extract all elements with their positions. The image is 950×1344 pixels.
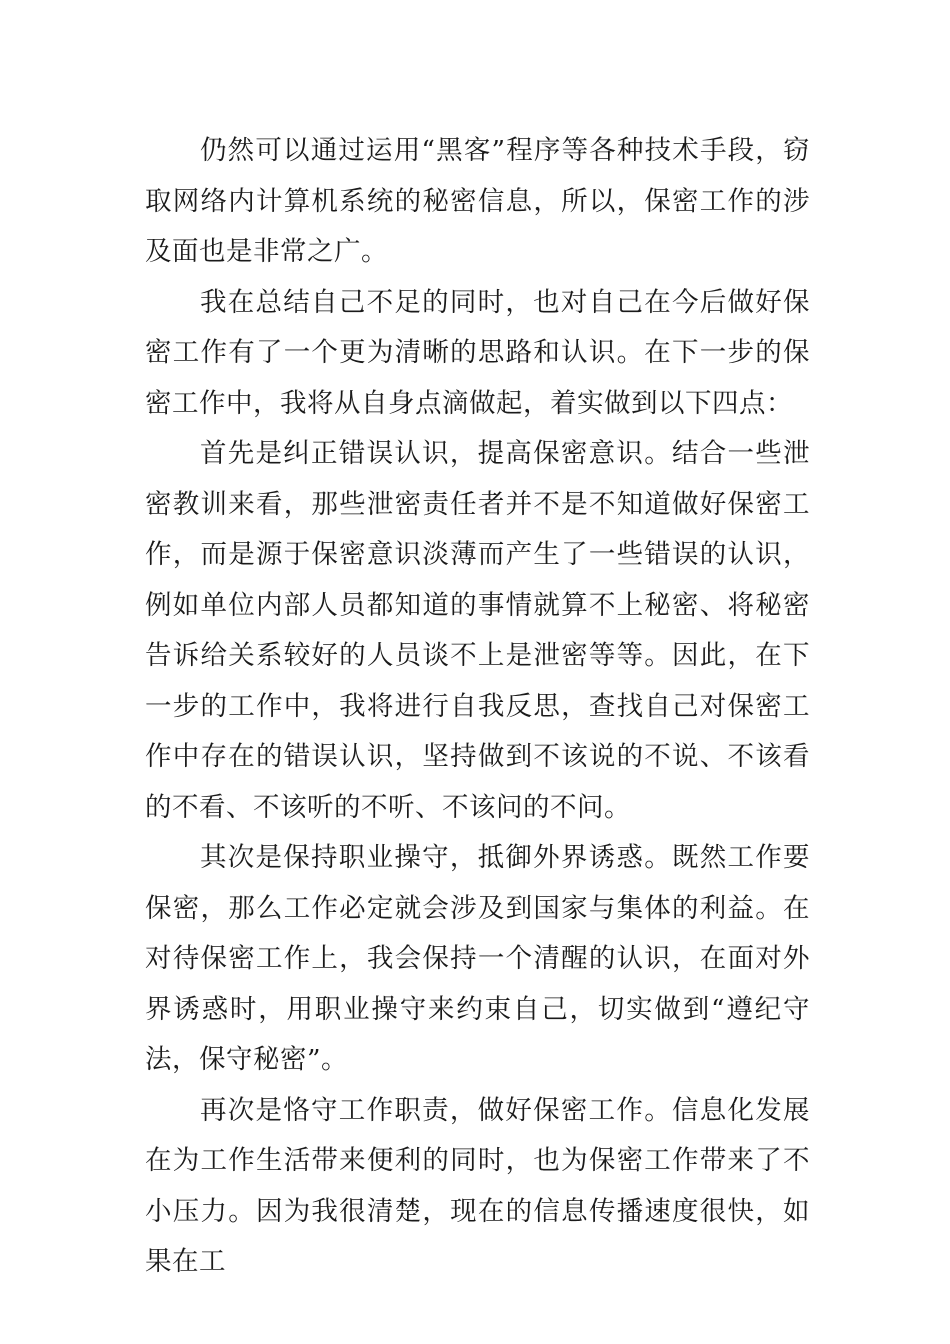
- paragraph-3: 首先是纠正错误认识，提高保密意识。结合一些泄密教训来看，那些泄密责任者并不是不知道做好保密工作，而是源于保密意识淡薄而产生了一些错误的认识，例如单位内部人员都知道的事情就算不上秘密、将秘密告诉给关系较好的人员谈不上是泄密等等。因此，在下一步的工作中，我将进行自我反思，查找自己对保密工作中存在的错误认识，坚持做到不该说的不说、不该看的不看、不该听的不听、不该问的不问。: [145, 438, 810, 823]
- document-body: [145, 126, 810, 1288]
- paragraph-1: 仍然可以通过运用“黑客”程序等各种技术手段，窃取网络内计算机系统的秘密信息，所以，保密工作的涉及面也是非常之广。: [145, 135, 810, 267]
- paragraph-5: 再次是恪守工作职责，做好保密工作。信息化发展在为工作生活带来便利的同时，也为保密工作带来了不小压力。因为我很清楚，现在的信息传播速度很快，如果在工: [145, 1094, 810, 1277]
- paragraph-2: 我在总结自己不足的同时，也对自己在今后做好保密工作有了一个更为清晰的思路和认识。在下一步的保密工作中，我将从自身点滴做起，着实做到以下四点：: [145, 286, 810, 419]
- paragraph-4: 其次是保持职业操守，抵御外界诱惑。既然工作要保密，那么工作必定就会涉及到国家与集体的利益。在对待保密工作上，我会保持一个清醒的认识，在面对外界诱惑时，用职业操守来约束自己，切实做到“遵纪守法，保守秘密”。: [145, 842, 810, 1075]
